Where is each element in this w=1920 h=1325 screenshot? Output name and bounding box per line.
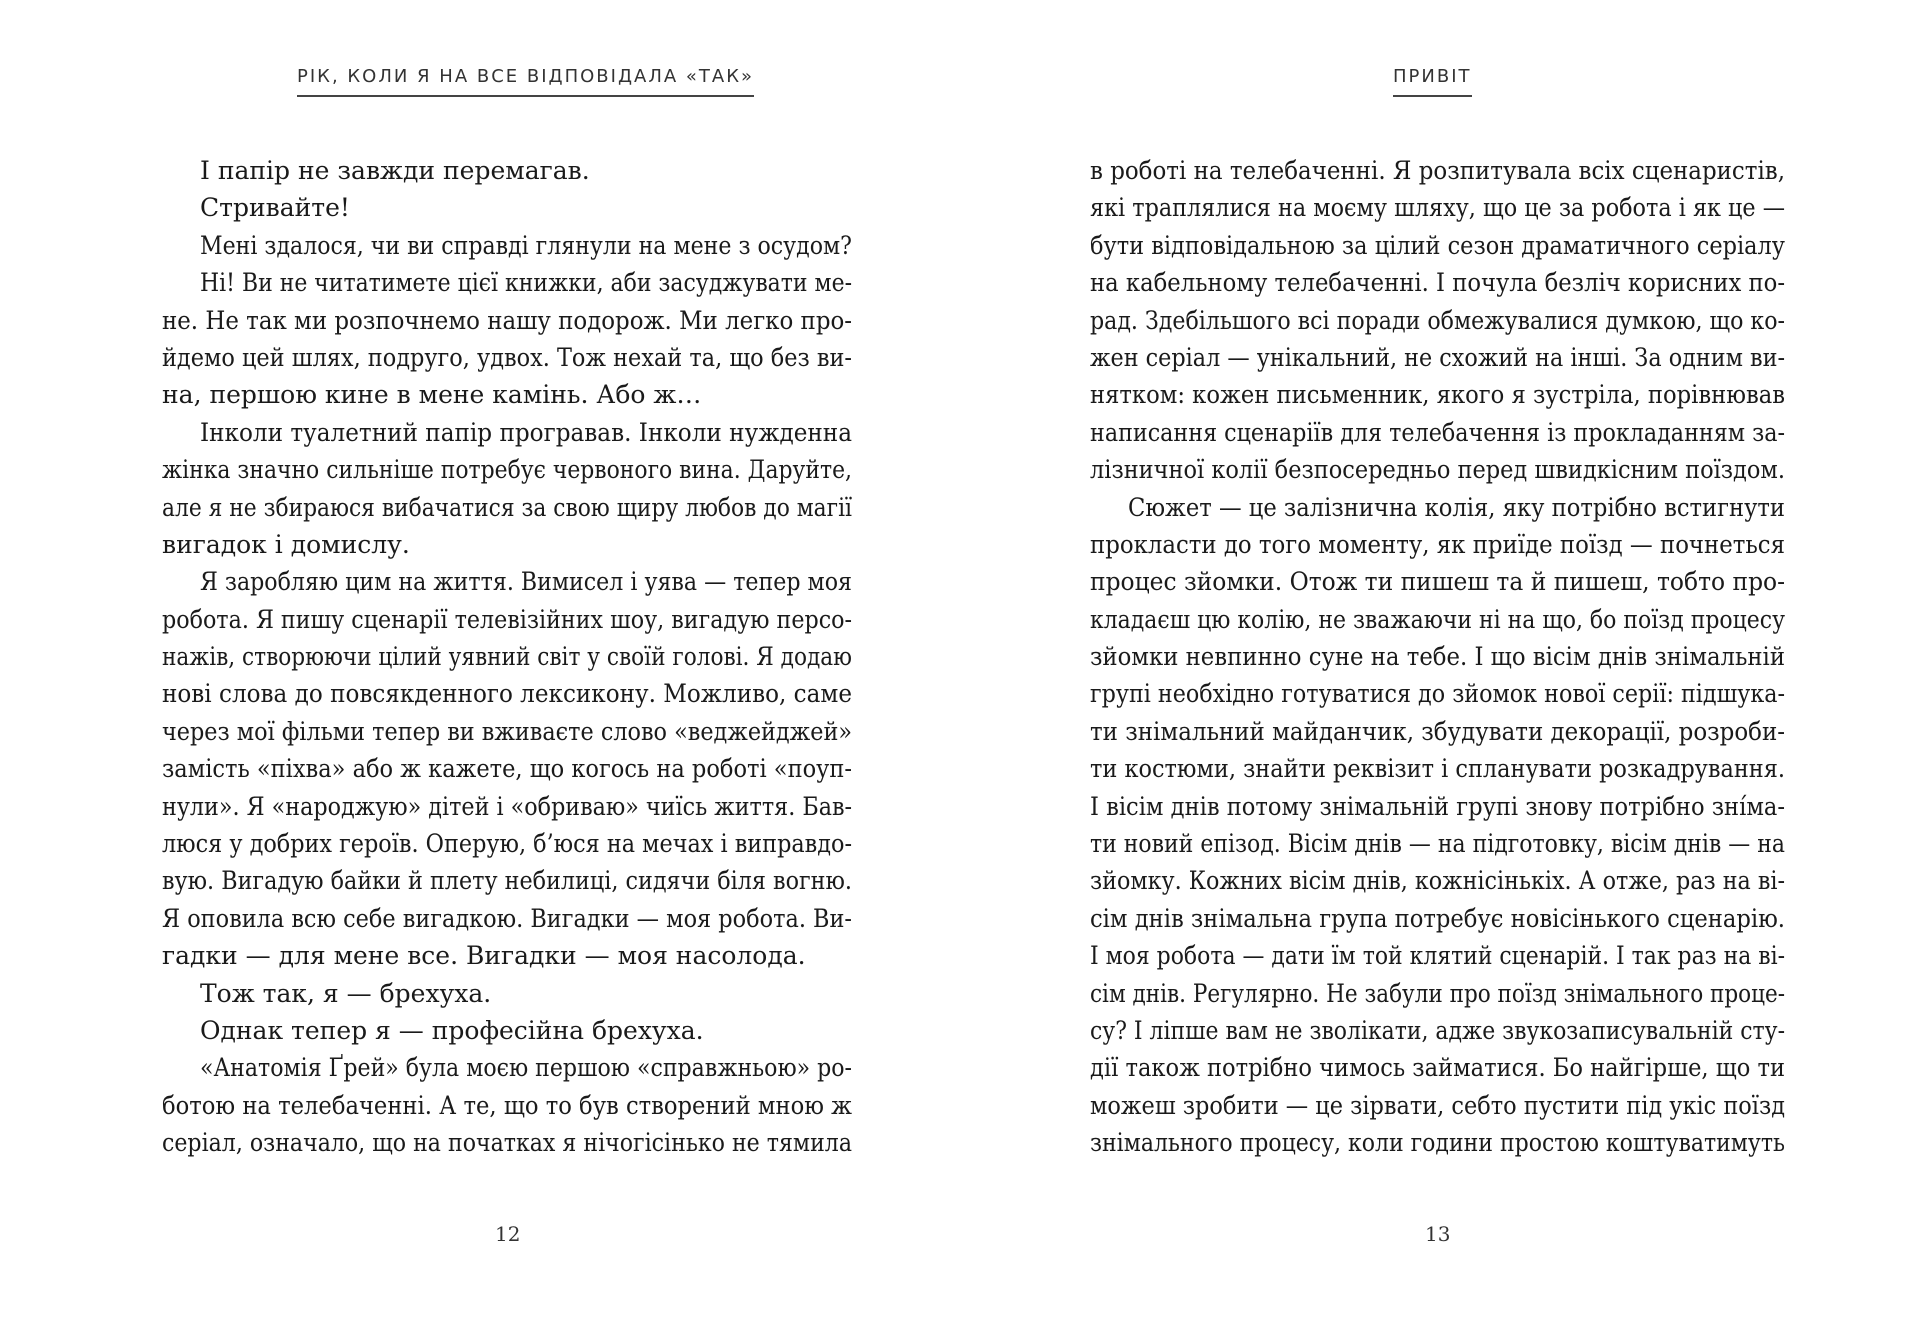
text-line: через мої фільми тепер ви вживаєте слово «веджейджей» — [162, 716, 852, 746]
text-line: Я заробляю цим на життя. Вимисел і уява — тепер моя — [200, 567, 852, 597]
text-line: зйомку. Кожних вісім днів, кожнісінькіх. А отже, раз на ві- — [1090, 866, 1785, 896]
body-text — [1090, 152, 1785, 1162]
text-line: сім днів. Регулярно. Не забули про поїзд знімального проце- — [1090, 978, 1785, 1008]
text-line: Стривайте! — [200, 193, 350, 223]
text-line: жінка значно сильніше потребує червоного вина. Даруйте, — [162, 455, 852, 485]
text-line: на кабельному телебаченні. І почула безліч корисних по- — [1090, 268, 1785, 298]
text-line: Мені здалося, чи ви справді глянули на мене з осудом? — [200, 230, 852, 260]
text-line: кладаєш цю колію, не зважаючи ні на що, бо поїзд процесу — [1090, 604, 1785, 634]
text-line: вую. Вигадую байки й плету небилиці, сидячи біля вогню. — [162, 866, 852, 896]
text-line: групі необхідно готуватися до зйомок нової серії: підшука- — [1090, 679, 1785, 709]
text-line: Однак тепер я — професійна брехуха. — [200, 1015, 704, 1045]
text-line: І папір не завжди перемагав. — [200, 156, 590, 185]
text-line: гадки — для мене все. Вигадки — моя насолода. — [162, 941, 806, 971]
text-line: але я не збираюся вибачатися за свою щиру любов до магії — [162, 492, 852, 522]
text-line: ти знімальний майданчик, збудувати декорації, розроби- — [1090, 716, 1785, 746]
text-line: не. Не так ми розпочнемо нашу подорож. Ми легко про- — [162, 305, 852, 335]
body-text — [162, 152, 852, 1162]
text-line: написання сценаріїв для телебачення із прокладанням за- — [1090, 417, 1785, 447]
text-line: процес зйомки. Отож ти пишеш та й пишеш, тобто про- — [1090, 567, 1785, 597]
right-page — [1090, 0, 1785, 1325]
text-line: нові слова до повсякденного лексикону. Можливо, саме — [162, 679, 852, 709]
text-line: люся у добрих героїв. Оперую, б’юся на мечах і виправдо- — [162, 829, 852, 859]
text-line: І моя робота — дати їм той клятий сценарій. І так раз на ві- — [1090, 941, 1785, 971]
text-line: на, першою кине в мене камінь. Або ж… — [162, 380, 702, 410]
text-line: прокласти до того моменту, як приїде поїзд — почнеться — [1090, 529, 1785, 559]
text-line: йдемо цей шлях, подруго, удвох. Тож нехай та, що без ви- — [162, 342, 852, 372]
text-line: Я оповила всю себе вигадкою. Вигадки — моя робота. Ви- — [162, 903, 852, 933]
text-line: ти костюми, знайти реквізит і спланувати розкадрування. — [1090, 754, 1785, 784]
text-line: в роботі на телебаченні. Я розпитувала всіх сценаристів, — [1090, 156, 1785, 185]
text-line: Сюжет — це залізнична колія, яку потрібно встигнути — [1128, 492, 1785, 522]
text-line: серіал, означало, що на початках я нічогісінько не тямила — [162, 1128, 852, 1158]
text-line: ботою на телебаченні. А те, що то був створений мною ж — [162, 1090, 852, 1120]
text-line: робота. Я пишу сценарії телевізійних шоу, вигадую персо- — [162, 604, 852, 634]
text-line: Ні! Ви не читатимете цієї книжки, аби засуджувати ме- — [200, 268, 852, 298]
text-line: лізничної колії безпосередньо перед швидкісним поїздом. — [1090, 455, 1785, 485]
text-line: можеш зробити — це зірвати, себто пустити під укіс поїзд — [1090, 1090, 1785, 1120]
text-line: замість «піхва» або ж кажете, що когось на роботі «поуп- — [162, 754, 852, 784]
text-line: нули». Я «народжую» дітей і «обриваю» чиїсь життя. Бав- — [162, 791, 852, 821]
page-number: 12 — [495, 1222, 521, 1246]
text-line: ти новий епізод. Вісім днів — на підготовку, вісім днів — на — [1090, 829, 1785, 859]
text-line: Інколи туалетний папір програвав. Інколи нужденна — [200, 417, 852, 447]
text-line: знімального процесу, коли години простою коштуватимуть — [1090, 1128, 1785, 1158]
text-line: жен серіал — унікальний, не схожий на інші. За одним ви- — [1090, 342, 1785, 372]
text-line: вигадок і домислу. — [162, 529, 410, 559]
text-line: зйомки невпинно суне на тебе. І що вісім днів знімальній — [1090, 642, 1785, 672]
text-line: дії також потрібно чимось займатися. Бо найгірше, що ти — [1090, 1053, 1785, 1083]
text-line: Тож так, я — брехуха. — [200, 978, 492, 1008]
text-line: які траплялися на моєму шляху, що це за робота і як це — — [1090, 193, 1785, 223]
page-number: 13 — [1425, 1222, 1451, 1246]
text-line: рад. Здебільшого всі поради обмежувалися думкою, що ко- — [1090, 305, 1785, 335]
text-line: І вісім днів потому знімальній групі знову потрібно знíма- — [1090, 791, 1785, 821]
text-line: бути відповідальною за цілий сезон драматичного серіалу — [1090, 230, 1785, 260]
text-line: сім днів знімальна група потребує новісінького сценарію. — [1090, 903, 1785, 933]
text-line: «Анатомія Ґрей» була моєю першою «справжньою» ро- — [200, 1053, 852, 1083]
running-head: РІК, КОЛИ Я НА ВСЕ ВІДПОВІДАЛА «ТАК» — [297, 66, 754, 97]
text-line: нятком: кожен письменник, якого я зустріла, порівнював — [1090, 380, 1785, 410]
text-line: су? І ліпше вам не зволікати, адже звукозаписувальній сту- — [1090, 1015, 1785, 1045]
left-page — [162, 0, 852, 1325]
running-head: ПРИВІТ — [1393, 66, 1472, 97]
text-line: нажів, створюючи цілий уявний світ у своїй голові. Я додаю — [162, 642, 852, 672]
